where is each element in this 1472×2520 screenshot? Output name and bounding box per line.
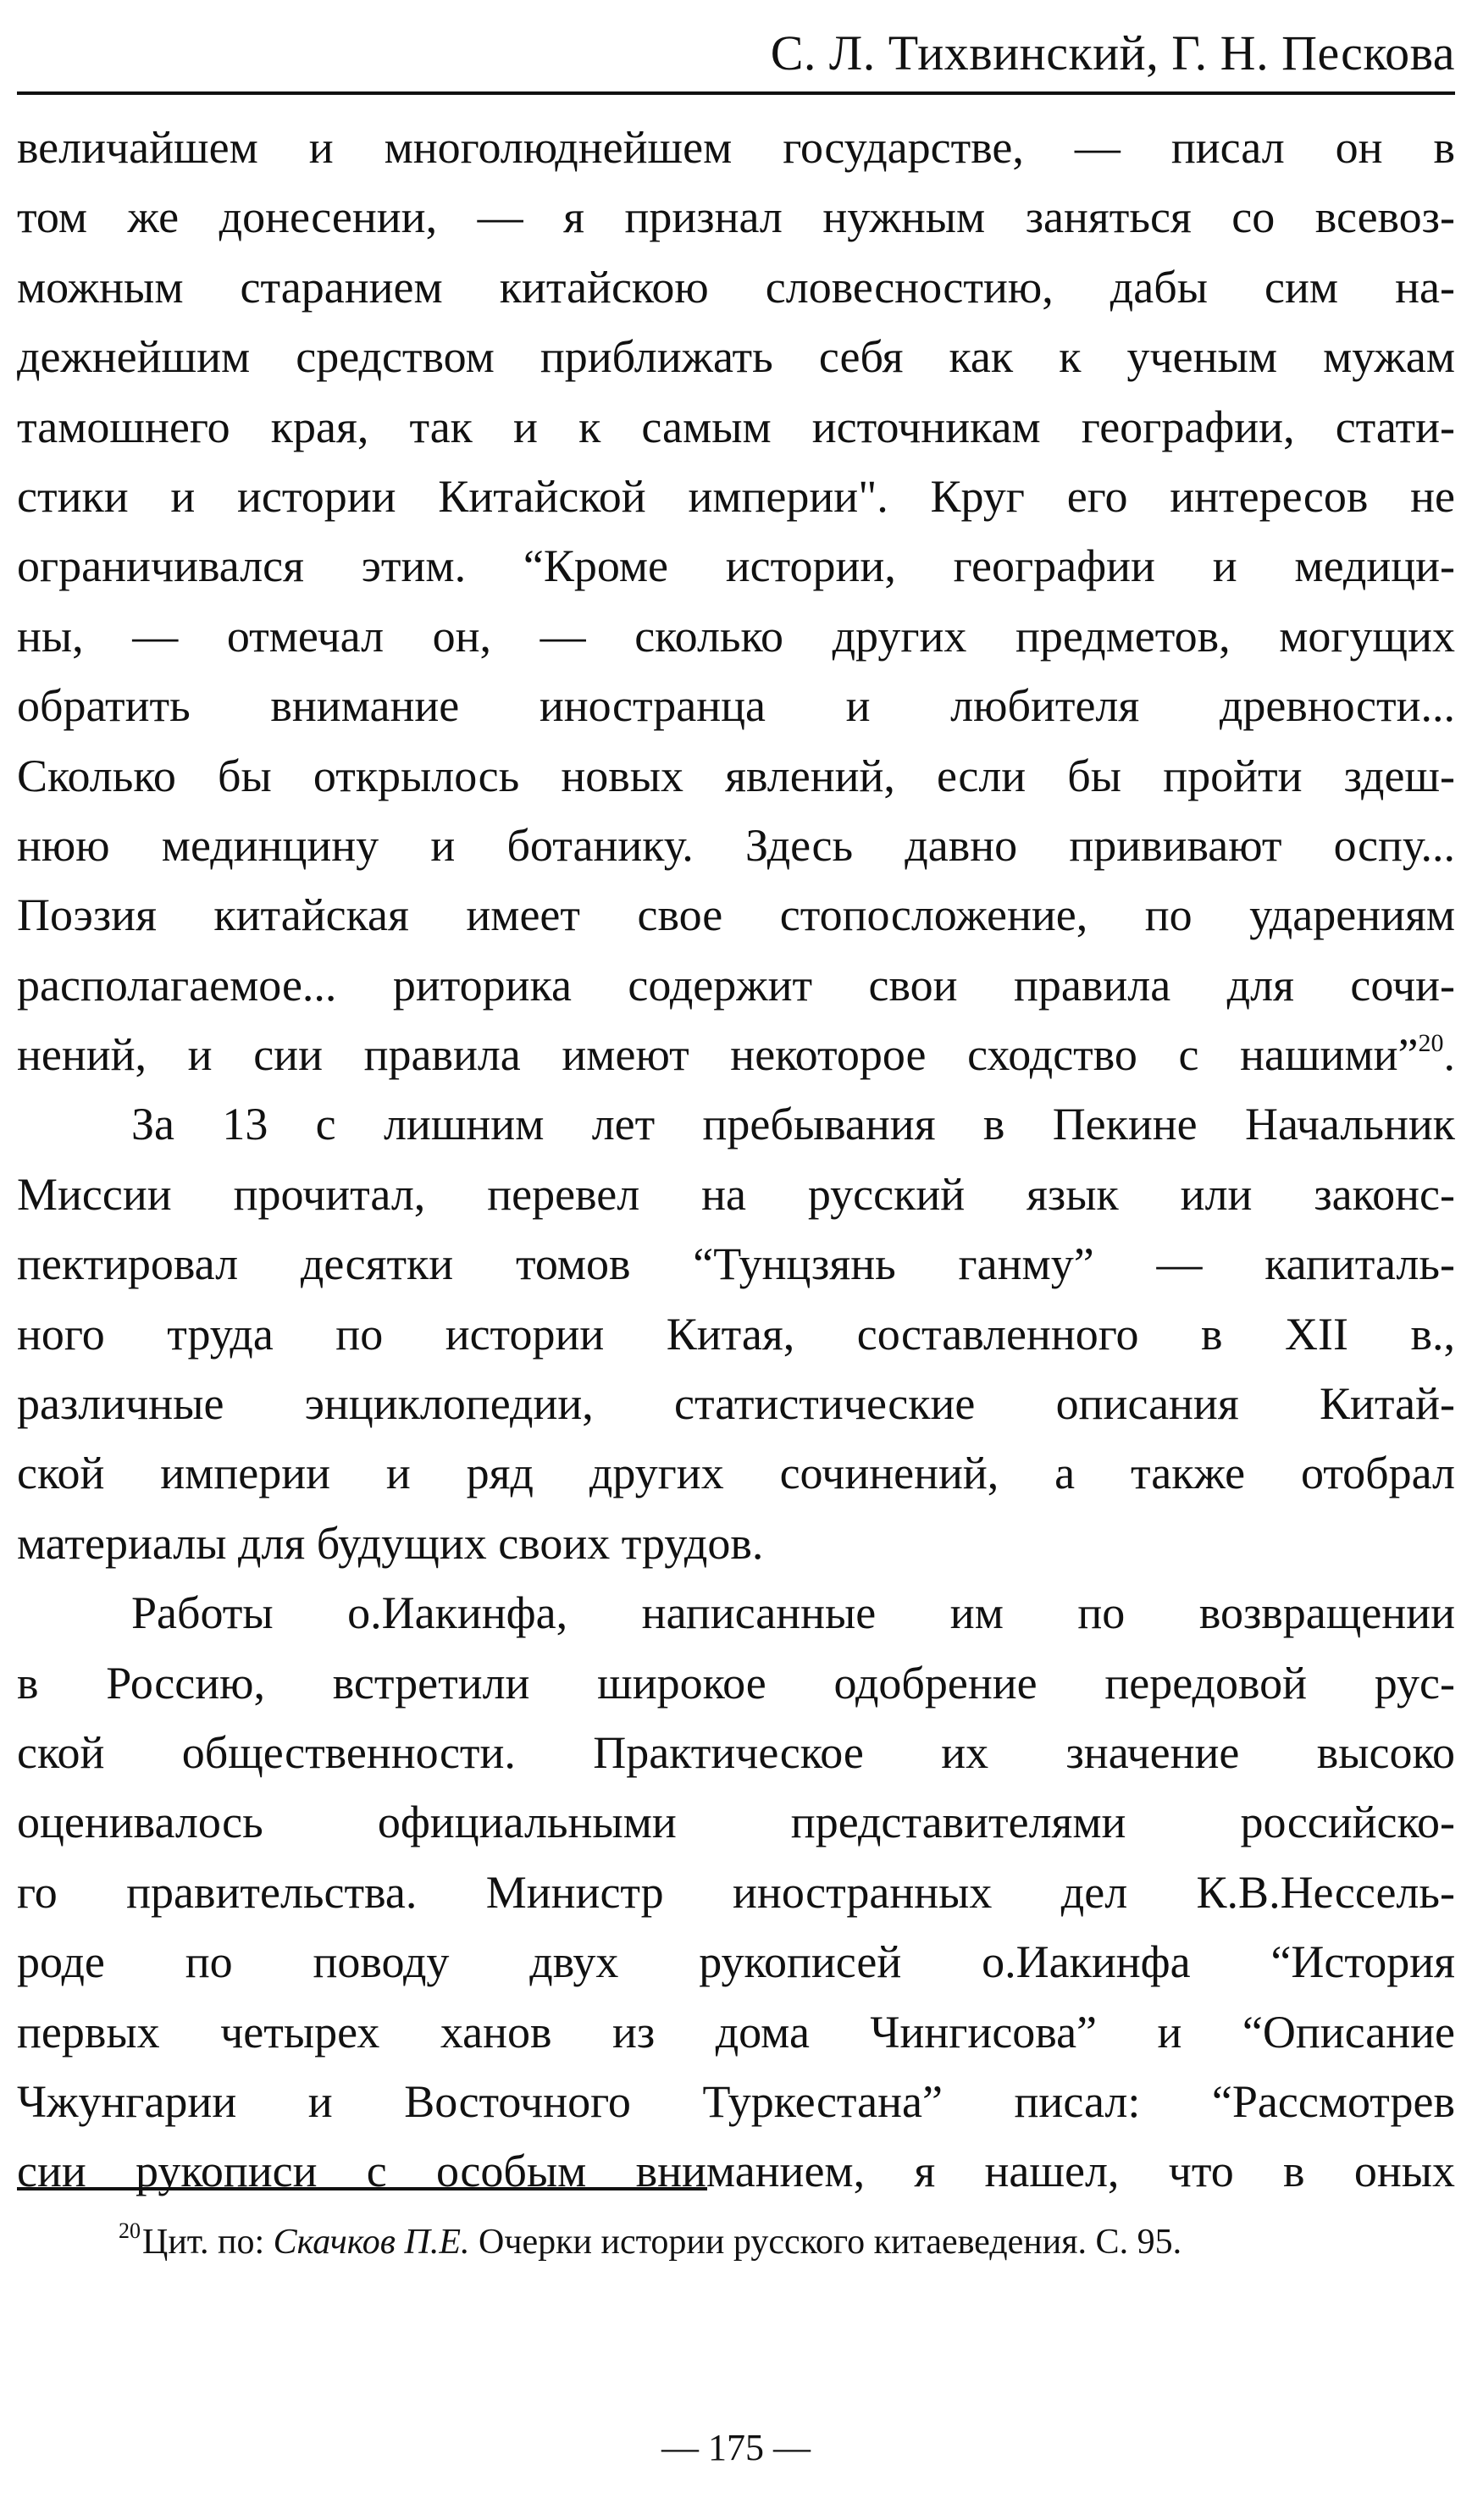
text-line: ного труда по истории Китая, составленного в XII в.,: [17, 1308, 1455, 1360]
text-line: нюю мединцину и ботанику. Здесь давно прививают оспу...: [17, 819, 1455, 871]
text-line: дежнейшим средством приближать себя как к ученым мужам: [17, 331, 1455, 383]
text-line: Поэзия китайская имеет свое стопосложение, по ударениям: [17, 889, 1455, 941]
text-line: располагаемое... риторика содержит свои правила для сочи-: [17, 959, 1455, 1011]
text-line: можным старанием китайскою словесностию, дабы сим на-: [17, 261, 1455, 313]
text-line: ны, — отмечал он, — сколько других предметов, могущих: [17, 610, 1455, 662]
running-title: С. Л. Тихвинский, Г. Н. Пескова: [770, 25, 1455, 80]
text-line: обратить внимание иностранца и любителя древности...: [17, 680, 1455, 732]
text-line: первых четырех ханов из дома Чингисова” и “Описание: [17, 2006, 1455, 2058]
text-line: сии рукописи с особым вниманием, я нашел, что в оных: [17, 2146, 1455, 2197]
text-line: За 13 с лишним лет пребывания в Пекине Начальник: [131, 1099, 1455, 1150]
text-line: различные энциклопедии, статистические описания Китай-: [17, 1378, 1455, 1430]
text-line: том же донесении, — я признал нужным заняться со всевоз-: [17, 191, 1455, 243]
text-line: тамошнего края, так и к самым источникам географии, стати-: [17, 401, 1455, 452]
text-line: ской общественности. Практическое их значение высоко: [17, 1726, 1455, 1778]
text-line: величайшем и многолюднейшем государстве, — писал он в: [17, 122, 1455, 173]
footnote-reference[interactable]: 20: [1418, 1029, 1444, 1058]
text-line: Чжунгарии и Восточного Туркестана” писал: “Рассмотрев: [17, 2075, 1455, 2127]
text-line: Сколько бы открылось новых явлений, если бы пройти здеш-: [17, 750, 1455, 801]
text-line: Миссии прочитал, перевел на русский язык или законс-: [17, 1168, 1455, 1220]
body-text: [17, 113, 1455, 2207]
text-line: пектировал десятки томов “Тунцзянь ганму” — капиталь-: [17, 1238, 1455, 1290]
footnote-author: Скачков П.Е.: [273, 2223, 470, 2262]
footnote-prefix: Цит. по:: [142, 2223, 274, 2262]
text-line: ской империи и ряд других сочинений, а также отобрал: [17, 1448, 1455, 1499]
text-line: в Россию, встретили широкое одобрение передовой рус-: [17, 1657, 1455, 1709]
text-line: нений, и сии правила имеют некоторое сходство с нашими”$^{20}$.: [17, 1029, 1455, 1081]
page-number: — 175 —: [661, 2427, 811, 2468]
text-line: материалы для будущих своих трудов.: [17, 1517, 764, 1569]
footnote-divider: [17, 2187, 707, 2190]
footnote-number: 20: [119, 2218, 141, 2243]
text-line: ограничивался этим. “Кроме истории, географии и медици-: [17, 540, 1455, 592]
text-line: стики и истории Китайской империи". Круг его интересов не: [17, 470, 1455, 522]
text-line: го правительства. Министр иностранных дел К.В.Нессель-: [17, 1866, 1455, 1918]
text-line: Работы о.Иакинфа, написанные им по возвращении: [131, 1587, 1455, 1639]
footnote-source: Очерки истории русского китаеведения. С. 95.: [469, 2223, 1182, 2262]
footnote: [119, 2217, 1181, 2268]
text-line: роде по поводу двух рукописей о.Иакинфа “История: [17, 1936, 1455, 1988]
running-header: [17, 24, 1455, 95]
text-line: оценивалось официальными представителями российско-: [17, 1797, 1455, 1848]
